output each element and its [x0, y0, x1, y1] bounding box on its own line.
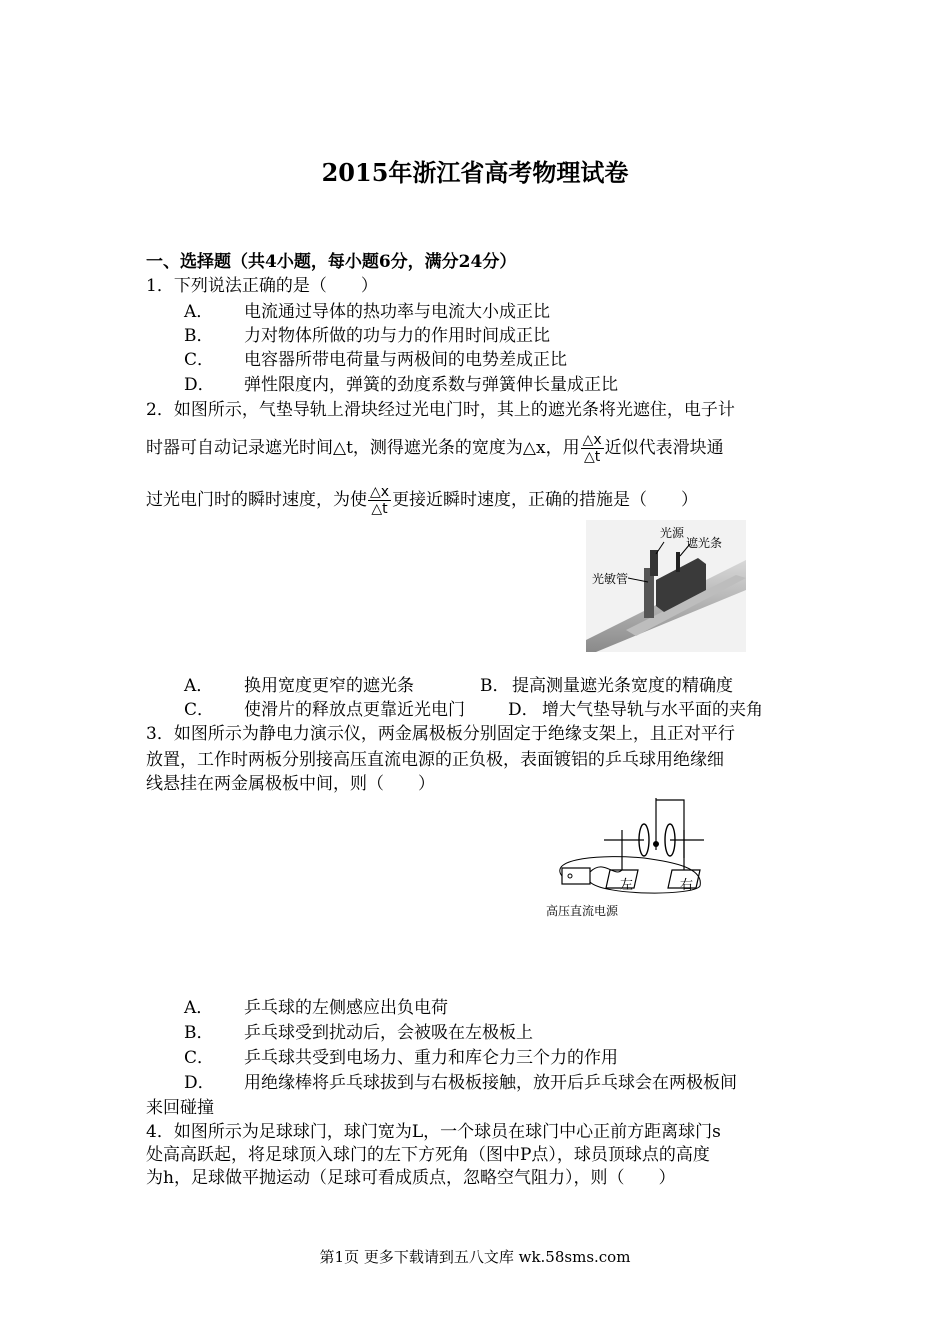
q2-option-a-text: 换用宽度更窄的遮光条 [244, 676, 414, 696]
q3-option-a-label: A． [184, 998, 214, 1018]
delta-x-over-delta-t-fraction [368, 484, 391, 517]
q2-line3-start: 过光电门时的瞬时速度，为使 [146, 490, 367, 510]
q2-line3-end: 更接近瞬时速度，正确的措施是（ ） [392, 490, 699, 510]
q2-option-c-text: 使滑片的释放点更靠近光电门 [244, 700, 465, 720]
q2-option-d-text: 增大气垫导轨与水平面的夹角 [542, 700, 763, 720]
q2-line1: 2．如图所示，气垫导轨上滑块经过光电门时，其上的遮光条将光遮住，电子计 [146, 400, 735, 420]
q2-line2 [146, 432, 724, 465]
q1-option-d-text: 弹性限度内，弹簧的劲度系数与弹簧伸长量成正比 [244, 375, 618, 395]
q1-option-d-label: D． [184, 375, 215, 395]
light-source [650, 550, 658, 576]
q2-option-b-label: B． [480, 676, 510, 696]
q1-option-a-text: 电流通过导体的热功率与电流大小成正比 [244, 302, 550, 322]
q2-option-a-label: A． [184, 676, 214, 696]
q1-option-c-label: C． [184, 350, 215, 370]
q3-option-a-text: 乒乓球的左侧感应出负电荷 [244, 998, 448, 1018]
q3-option-b-label: B． [184, 1023, 214, 1043]
q1-stem: 1．下列说法正确的是（ ） [146, 276, 378, 296]
fraction-numerator: △x [582, 432, 602, 448]
q3-option-c-label: C． [184, 1048, 215, 1068]
q4-line3: 为h，足球做平抛运动（足球可看成质点，忽略空气阻力），则（ ） [146, 1168, 676, 1188]
q1-option-c-text: 电容器所带电荷量与两极间的电势差成正比 [244, 350, 567, 370]
q2-line2-end: 近似代表滑块通 [604, 438, 724, 458]
q1-option-b-text: 力对物体所做的功与力的作用时间成正比 [244, 326, 550, 346]
q2-option-b-text: 提高测量遮光条宽度的精确度 [512, 676, 733, 696]
q3-line2: 放置，工作时两板分别接高压直流电源的正负极，表面镀铝的乒乓球用绝缘细 [146, 750, 724, 770]
label-photo-sensor: 光敏管 [592, 572, 629, 586]
q2-line2-start: 时器可自动记录遮光时间△t，测得遮光条的宽度为△x，用 [146, 438, 580, 458]
q3-option-c-text: 乒乓球共受到电场力、重力和库仑力三个力的作用 [244, 1048, 618, 1068]
q3-option-b-text: 乒乓球受到扰动后，会被吸在左极板上 [244, 1023, 533, 1043]
fraction-numerator: △x [370, 484, 390, 500]
section-heading: 一、选择题（共4小题，每小题6分，满分24分） [146, 252, 517, 272]
q1-option-a-label: A． [184, 302, 214, 322]
q1-option-b-label: B． [184, 326, 214, 346]
label-light-source: 光源 [660, 526, 685, 540]
delta-x-over-delta-t-fraction [581, 432, 604, 465]
label-power-supply: 高压直流电源 [546, 904, 619, 918]
electrostatic-demonstrator-figure [544, 798, 724, 902]
q2-option-d-label: D． [508, 700, 539, 720]
label-right-plate: 右 [680, 878, 694, 893]
page-title: 2015年浙江省高考物理试卷 [321, 158, 629, 187]
q4-line1: 4．如图所示为足球球门，球门宽为L，一个球员在球门中心正前方距离球门s [146, 1122, 721, 1142]
shading-strip [676, 552, 680, 572]
q4-line2: 处高高跃起，将足球顶入球门的左下方死角（图中P点），球员顶球点的高度 [146, 1145, 710, 1165]
page-footer: 第1页 更多下载请到五八文库 wk.58sms.com [319, 1248, 631, 1266]
fraction-denominator: △t [371, 501, 388, 517]
q2-line3 [146, 484, 698, 517]
q3-option-d-label: D． [184, 1073, 215, 1093]
q3-line1: 3．如图所示为静电力演示仪，两金属极板分别固定于绝缘支架上，且正对平行 [146, 724, 735, 744]
q3-option-d-continuation: 来回碰撞 [146, 1098, 214, 1118]
q2-option-c-label: C． [184, 700, 215, 720]
q3-line3: 线悬挂在两金属极板中间，则（ ） [146, 774, 435, 794]
label-shading-strip: 遮光条 [686, 536, 723, 550]
label-left-plate: 左 [620, 878, 634, 893]
fraction-denominator: △t [583, 449, 601, 465]
ping-pong-ball [653, 841, 659, 847]
q3-option-d-text: 用绝缘棒将乒乓球拔到与右极板接触，放开后乒乓球会在两极板间 [244, 1073, 737, 1093]
